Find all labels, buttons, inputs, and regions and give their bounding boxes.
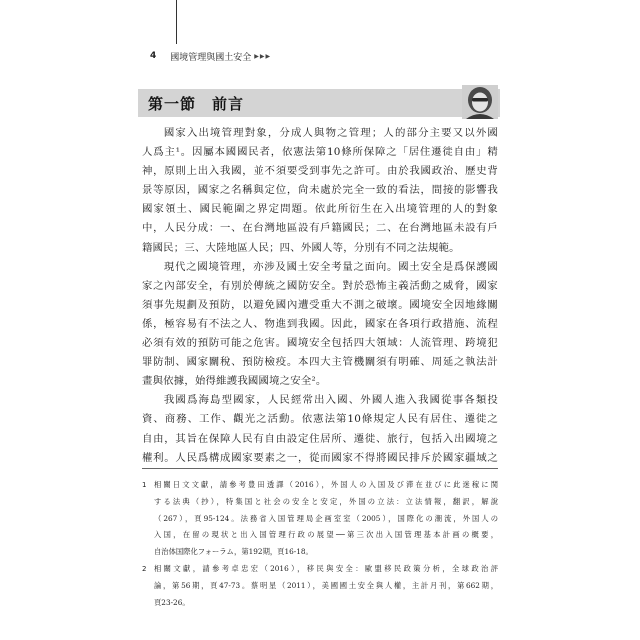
footnote-line: 頁23-26。 bbox=[154, 597, 190, 607]
text-line: 國家入出境管理對象，分成人與物之管理；人的部分主要又以外國 bbox=[163, 127, 498, 139]
section-heading-bar bbox=[138, 89, 500, 117]
running-header bbox=[150, 49, 271, 63]
text-line: 國家領土、國民範圍之界定問題。依此所衍生在入出境管理的人的對象 bbox=[142, 203, 498, 216]
footnote-line: 自治体国際化フォーラム，第192期，頁16-18。 bbox=[154, 547, 313, 557]
section-title: 第一節 前言 bbox=[148, 94, 245, 113]
text-line: 家之內部安全，有別於傳統之國防安全。對於恐怖主義活動之威脅，國家 bbox=[142, 279, 498, 292]
footnote-number: 2 bbox=[142, 564, 147, 573]
footnote-line: 相關文獻，請參考卓忠宏（2016），移民與安全：歐盟移民政策分析，全球政治評 bbox=[154, 563, 498, 573]
text-line: 係，極容易有不法之人、物進到我國。因此，國家在各項行政措施、流程 bbox=[142, 317, 498, 330]
text-line: 現代之國境管理，亦涉及國土安全考量之面向。國土安全是爲保護國 bbox=[163, 260, 498, 273]
portrait-icon bbox=[462, 85, 498, 119]
text-line: 自由，其旨在保障人民有自由設定住居所、遷徙、旅行，包括入出國境之 bbox=[142, 432, 498, 445]
text-line: 資、商務、工作、觀光之活動。依憲法第10條規定人民有居住、遷徙之 bbox=[142, 413, 498, 426]
text-line: 罪防制、國家關稅、預防檢疫。本四大主管機關須有明確、周延之執法計 bbox=[142, 356, 498, 369]
footnote-line: 相關日文文獻，請參考豊田透譯（2016），外国人の入国及び滞在並びに此迷稼に関 bbox=[154, 480, 498, 489]
text-line: 神，原則上出入我國，並不須要受到事先之許可。由於我國政治、歷史背 bbox=[142, 165, 498, 178]
text-line: 景等原因，國家之名稱與定位，尙未處於完全一致的看法，間接的影響我 bbox=[142, 184, 498, 197]
text-line: 籍國民；三、大陸地區人民；四、外國人等，分別有不同之法規範。 bbox=[142, 241, 460, 254]
book-title: 國境管理與國土安全 bbox=[170, 52, 252, 63]
body-text bbox=[142, 124, 498, 468]
text-line: 權利。人民爲構成國家要素之一，從而國家不得將國民排斥於國家疆域之 bbox=[142, 451, 498, 464]
footnote-line: 入国，在留の現状と出入国管理行政の展望──第三次出入国管理基本計画の概要， bbox=[154, 530, 498, 540]
author-portrait bbox=[462, 85, 498, 119]
page-number: 4 bbox=[150, 51, 157, 61]
footnote-line: 論，第56期，頁47-73。蔡明星（2011），美國國土安全與人權，主計月刊，第662期， bbox=[154, 580, 498, 590]
footnote-number: 1 bbox=[142, 481, 147, 489]
footnote-line: （267），頁95-124。法務省入国管理局企画室室（2005），国際化の潮流，外国人の bbox=[154, 513, 498, 523]
text-line: 畫與依據，始得維護我國國境之安全²。 bbox=[142, 375, 327, 388]
margin-vertical-rule bbox=[176, 0, 177, 44]
text-line: 人爲主¹。因屬本國國民者，依憲法第10條所保障之「居住遷徙自由」精 bbox=[142, 146, 498, 159]
paragraph-1 bbox=[142, 124, 498, 258]
triple-arrow-icon: ▶▶▶ bbox=[254, 52, 272, 60]
text-line: 我國爲海島型國家，人民經常出入國、外國人進入我國從事各類投 bbox=[163, 394, 498, 407]
footnote-divider bbox=[142, 468, 498, 469]
footnotes bbox=[142, 477, 498, 611]
text-line: 須事先規劃及預防，以避免國內遭受重大不測之破壞。國境安全因地緣關 bbox=[142, 298, 498, 311]
paragraph-3 bbox=[142, 391, 498, 467]
footnote-1 bbox=[142, 477, 498, 561]
text-line: 必須有效的預防可能之危害。國境安全包括四大領域：人流管理、跨境犯 bbox=[142, 337, 498, 350]
footnote-line: する法典（抄），特集国と社会の安全と安定，外国の立法：立法情報，翻訳，解說 bbox=[154, 496, 498, 506]
text-line: 中，人民分成：一、在台灣地區設有戶籍國民；二、在台灣地區未設有戶 bbox=[142, 222, 498, 235]
footnote-2 bbox=[142, 561, 498, 611]
paragraph-2 bbox=[142, 258, 498, 392]
